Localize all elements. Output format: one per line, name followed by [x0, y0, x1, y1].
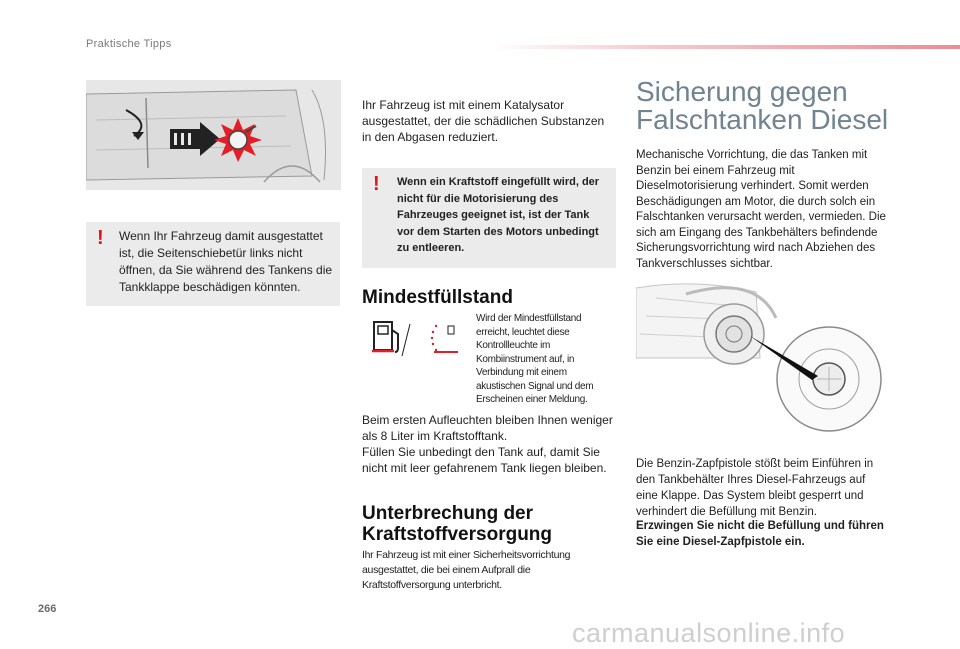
heading-unterbrechung: Unterbrechung der Kraftstoffversorgung	[362, 503, 553, 545]
catalyst-text: Ihr Fahrzeug ist mit einem Katalysator ausgestattet, der die schädlichen Substanzen in den Abgasen reduziert.	[362, 98, 605, 144]
watermark: carmanualsonline.info	[572, 618, 846, 648]
fuel-warning-lamp-icons	[362, 312, 474, 360]
sicherung-text-2: Die Benzin-Zapfpistole stößt beim Einführen in den Tankbehälter Ihres Diesel-Fahrzeugs auf eine Klappe. Das System bleibt gesperrt und verhindert die Befüllung mit Benzin.	[636, 458, 874, 518]
fuel-warning-box	[362, 168, 616, 268]
unterbrechung-text: Ihr Fahrzeug ist mit einer Sicherheitsvorrichtung ausgestattet, die bei einem Aufprall die Kraftstoffversorgung unterbricht.	[362, 549, 571, 591]
low-fuel-body-2: Füllen Sie unbedingt den Tank auf, damit Sie nicht mit leer gefahrenem Tank liegen bleiben.	[362, 445, 607, 475]
section-title: Praktische Tipps	[86, 38, 172, 50]
fuel-warning-text: Wenn ein Kraftstoff eingefüllt wird, der nicht für die Motorisierung des Fahrzeuges geeignet ist, ist der Tank vor dem Starten des Motors unbedingt zu entleeren.	[397, 176, 600, 254]
low-fuel-lamp-description: Wird der Mindestfüllstand erreicht, leuchtet diese Kontrollleuchte im Kombiinstrument auf, in Verbindung mit einem akustischen Signal und dem Erscheinen einer Meldung.	[476, 313, 594, 405]
warning-icon: !	[373, 173, 380, 195]
warning-note-sliding-door	[86, 222, 340, 306]
page-number: 266	[38, 603, 57, 615]
misfuel-device-illustration	[636, 278, 886, 448]
warning-icon: !	[97, 227, 104, 249]
header-accent-bar	[490, 45, 960, 49]
sliding-door-illustration	[86, 80, 341, 190]
low-fuel-body-1: Beim ersten Aufleuchten bleiben Ihnen weniger als 8 Liter im Kraftstofftank.	[362, 413, 613, 443]
sicherung-bold-instruction: Erzwingen Sie nicht die Befüllung und führen Sie eine Diesel-Zapfpistole ein.	[636, 520, 884, 548]
heading-sicherung: Sicherung gegen Falschtanken Diesel	[636, 76, 889, 135]
sicherung-text: Mechanische Vorrichtung, die das Tanken mit Benzin bei einem Fahrzeug mit Dieselmotorisierung verhindert. Somit werden Beschädigungen am Motor, die durch solch ein Falschtanken verursacht werden, vermieden. Die sich am Eingang des Tankbehälters befindende Sicherungsvorrichtung wird nach Abziehen des Tankverschlusses sichtbar.	[636, 149, 886, 270]
heading-mindestfuellstand: Mindestfüllstand	[362, 287, 513, 308]
warning-note-text: Wenn Ihr Fahrzeug damit ausgestattet ist, die Seitenschiebetür links nicht öffnen, da Sie während des Tankens die Tankklappe beschädigen könnten.	[119, 229, 333, 294]
